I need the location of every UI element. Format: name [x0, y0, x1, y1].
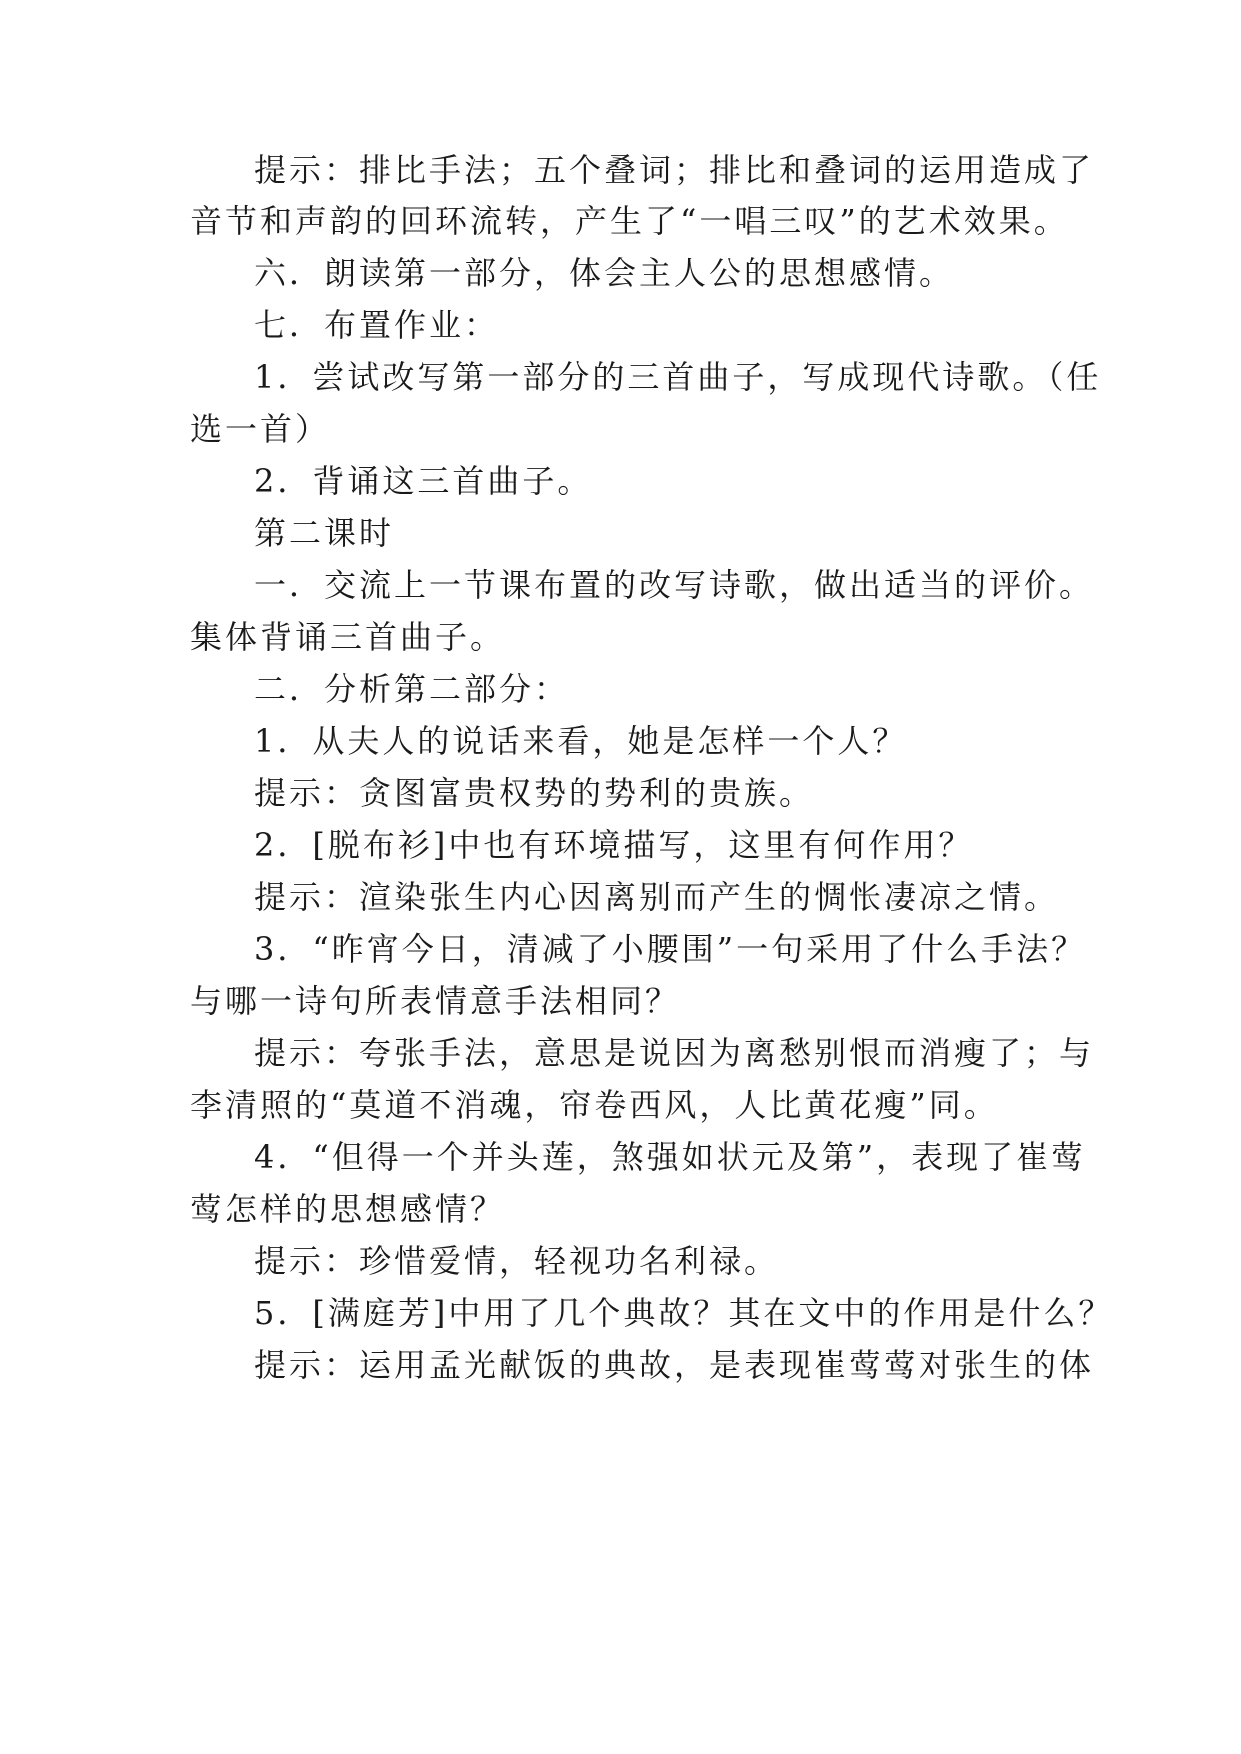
text-line: 1．尝试改写第一部分的三首曲子，写成现代诗歌。（任 [254, 358, 1102, 396]
text-line: 1．从夫人的说话来看，她是怎样一个人？ [254, 722, 908, 760]
text-line: 提示：贪图富贵权势的势利的贵族。 [254, 774, 815, 812]
text-line: 提示：夸张手法，意思是说因为离愁别恨而消瘦了；与 [254, 1034, 1095, 1072]
text-line: 集体背诵三首曲子。 [190, 618, 506, 656]
text-line: 2．背诵这三首曲子。 [254, 462, 593, 500]
text-line: 二．分析第二部分： [254, 670, 570, 708]
text-line: 七．布置作业： [254, 306, 500, 344]
text-line: 六．朗读第一部分，体会主人公的思想感情。 [254, 254, 955, 292]
text-line: 选一首） [190, 410, 331, 448]
text-line: 与哪一诗句所表情意手法相同？ [190, 982, 681, 1020]
text-line: 提示：运用孟光献饭的典故，是表现崔莺莺对张生的体 [254, 1346, 1095, 1384]
text-line: 提示：渲染张生内心因离别而产生的惆怅凄凉之情。 [254, 878, 1060, 916]
text-line: 李清照的“莫道不消魂，帘卷西风，人比黄花瘦”同。 [190, 1086, 999, 1124]
text-line: 4．“但得一个并头莲，煞强如状元及第”，表现了崔莺 [254, 1138, 1087, 1176]
text-line: 提示：珍惜爱情，轻视功名利禄。 [254, 1242, 780, 1280]
text-line: 3．“昨宵今日，清减了小腰围”一句采用了什么手法？ [254, 930, 1087, 968]
text-line: 5．[满庭芳]中用了几个典故？其在文中的作用是什么？ [254, 1294, 1114, 1332]
text-line: 音节和声韵的回环流转，产生了“一唱三叹”的艺术效果。 [190, 202, 1069, 240]
section-heading: 第二课时 [254, 514, 395, 552]
text-line: 提示：排比手法；五个叠词；排比和叠词的运用造成了 [254, 151, 1095, 189]
text-line: 2．[脱布衫]中也有环境描写，这里有何作用？ [254, 826, 974, 864]
text-line: 莺怎样的思想感情？ [190, 1190, 506, 1228]
text-line: 一．交流上一节课布置的改写诗歌，做出适当的评价。 [254, 566, 1095, 604]
